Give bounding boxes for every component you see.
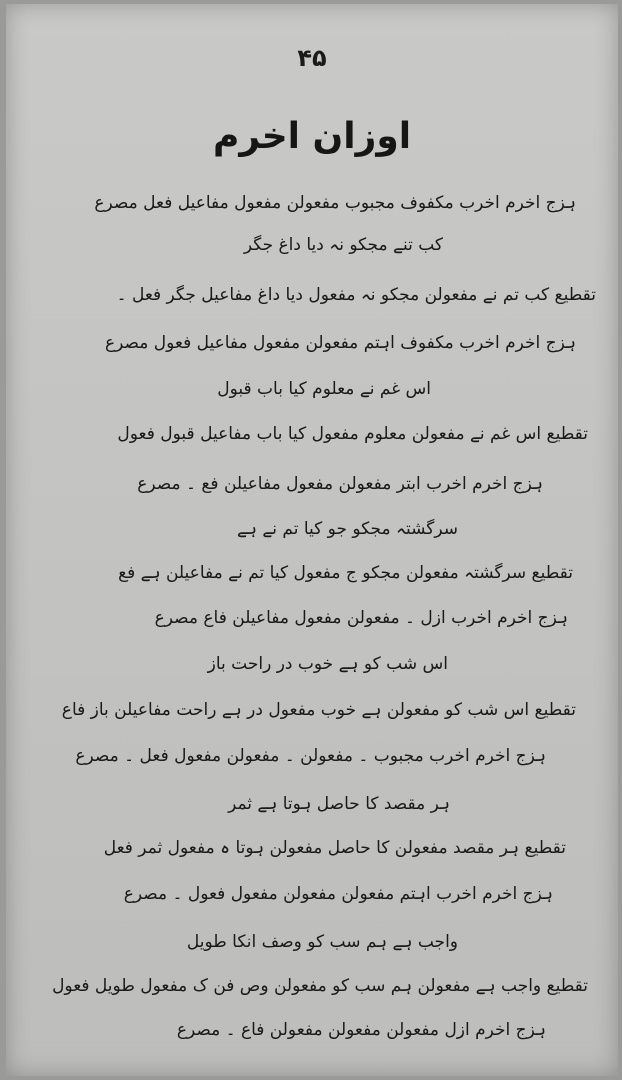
text-line-6: تقطیع اس غم نے مفعولن معلوم مفعول کیا باب مفاعیل قبول فعول (117, 424, 588, 444)
text-line-17: واجب ہے ہم سب کو وصف انکا طویل (186, 932, 458, 952)
text-line-10: ہزج اخرم اخرب ازل ۔ مفعولن مفعول مفاعیلن فاع مصرع (154, 608, 568, 628)
text-line-12: تقطیع اس شب کو مفعولن ہے خوب مفعول در ہے راحت مفاعیلن باز فاع (61, 700, 576, 720)
text-line-16: ہزج اخرم اخرب اہتم مفعولن مفعولن مفعول فعول ۔ مصرع (123, 884, 553, 904)
text-line-19: ہزج اخرم ازل مفعولن مفعولن مفعولن فاع ۔ مصرع (176, 1020, 546, 1040)
text-line-11: اس شب کو ہے خوب در راحت باز (207, 654, 448, 674)
page-number: ۴۵ (297, 44, 327, 72)
text-line-13: ہزج اخرم اخرب مجبوب ۔ مفعولن ۔ مفعولن مفعول فعل ۔ مصرع (75, 746, 546, 766)
text-line-7: ہزج اخرم اخرب ابتر مفعولن مفعول مفاعیلن فع ۔ مصرع (137, 474, 543, 494)
text-line-5: اس غم نے معلوم کیا باب قبول (217, 379, 431, 399)
text-line-8: سرگشتہ مجکو جو کیا تم نے ہے (237, 519, 458, 539)
text-line-3: تقطیع کب تم نے مفعولن مجکو نہ مفعول دیا داغ مفاعیل جگر فعل ۔ (116, 285, 596, 305)
text-line-9: تقطیع سرگشتہ مفعولن مجکو ج مفعول کیا تم نے مفاعیلن ہے فع (118, 563, 573, 583)
text-line-4: ہزج اخرم اخرب مکفوف اہتم مفعولن مفعول مفاعیل فعول مصرع (104, 333, 576, 353)
text-line-1: ہزج اخرم اخرب مکفوف مجبوب مفعولن مفعول مفاعیل فعل مصرع (94, 193, 576, 213)
text-line-14: ہر مقصد کا حاصل ہوتا ہے ثمر (228, 794, 450, 814)
page-heading: اوزان اخرم (212, 116, 412, 157)
text-line-2: کب تنے مجکو نہ دیا داغ جگر (243, 235, 443, 255)
text-line-15: تقطیع ہر مقصد مفعولن کا حاصل مفعولن ہوتا ہ مفعول ثمر فعل (103, 838, 566, 858)
book-page (6, 4, 618, 1076)
text-line-18: تقطیع واجب ہے مفعولن ہم سب کو مفعولن وص فن ک مفعول طویل فعول (52, 976, 588, 996)
